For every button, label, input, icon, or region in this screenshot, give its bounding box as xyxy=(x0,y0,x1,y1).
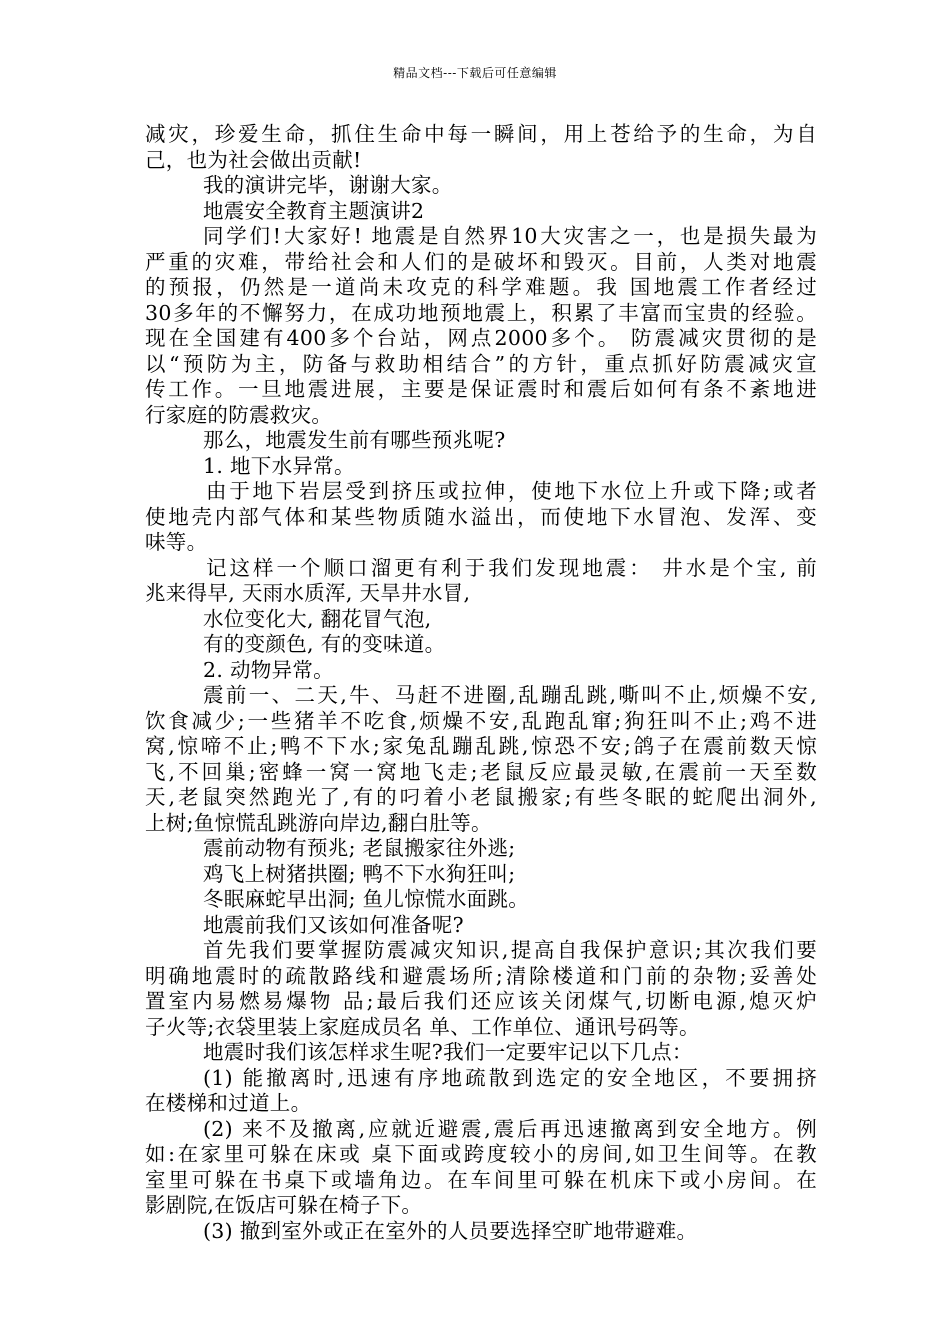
text-line: 严重的灾难，带给社会和人们的是破坏和毁灭。目前，人类对地震 xyxy=(145,249,817,274)
text-line: 影剧院,在饭店可躲在椅子下。 xyxy=(145,1193,423,1217)
text-line: 我的演讲完毕，谢谢大家。 xyxy=(203,173,453,197)
text-line: 明确地震时的疏散路线和避震场所;清除楼道和门前的杂物;妥善处 xyxy=(145,963,817,988)
text-line: (1) 能撤离时,迅速有序地疏散到选定的安全地区，不要拥挤 xyxy=(203,1065,817,1090)
text-line: 由于地下岩层受到挤压或拉伸，使地下水位上升或下降;或者 xyxy=(206,479,817,503)
text-line: 传工作。一旦地震进展，主要是保证震时和震后如何有条不紊地进 xyxy=(145,377,817,401)
text-line: (2) 来不及撤离,应就近避震,震后再迅速撤离到安全地方。例 xyxy=(203,1116,817,1141)
text-line: 窝,惊啼不止;鸭不下水;家兔乱蹦乱跳,惊恐不安;鸽子在震前数天惊 xyxy=(145,734,817,758)
text-line: 己，也为社会做出贡献! xyxy=(145,147,362,172)
text-line: 有的变颜色, 有的变味道。 xyxy=(203,632,446,656)
text-line: 味等。 xyxy=(145,530,208,554)
text-line: 如:在家里可躲在床或 桌下面或跨度较小的房间,如卫生间等。在教 xyxy=(145,1142,817,1166)
text-line: 天,老鼠突然跑光了,有的叼着小老鼠搬家;有些冬眠的蛇爬出洞外, xyxy=(145,785,817,809)
text-line: 饮食减少;一些猪羊不吃食,烦燥不安,乱跑乱窜;狗狂叫不止;鸡不进 xyxy=(145,708,817,733)
text-line: (3) 撤到室外或正在室外的人员要选择空旷地带避难。 xyxy=(203,1218,698,1243)
page-header-note: 精品文档---下载后可任意编辑 xyxy=(393,66,557,80)
text-line: 在楼梯和过道上。 xyxy=(145,1091,312,1115)
list-heading: 2. 动物异常。 xyxy=(203,657,334,682)
text-line: 以“预防为主，防备与救助相结合”的方针，重点抓好防震减灾宣 xyxy=(145,351,817,376)
text-line: 冬眠麻蛇早出洞; 鱼儿惊慌水面跳。 xyxy=(203,887,530,911)
text-line: 的预报，仍然是一道尚未攻克的科学难题。我 国地震工作者经过 xyxy=(145,275,817,299)
text-line: 震前一、二天,牛、马赶不进圈,乱蹦乱跳,嘶叫不止,烦燥不安, xyxy=(203,683,817,707)
text-line: 兆来得早, 天雨水质浑, 天旱井水冒, xyxy=(145,581,471,605)
text-line: 行家庭的防震救灾。 xyxy=(145,402,333,427)
text-line: 记这样一个顺口溜更有利于我们发现地震： 井水是个宝, 前 xyxy=(206,555,817,580)
text-line: 地震时我们该怎样求生呢?我们一定要牢记以下几点： xyxy=(203,1040,693,1064)
text-line: 30多年的不懈努力，在成功地预地震上，积累了丰富而宝贵的经验。 xyxy=(145,300,817,325)
text-line: 现在全国建有400多个台站，网点2000多个。 防震减灾贯彻的是 xyxy=(145,326,817,350)
list-heading: 1. 地下水异常。 xyxy=(203,453,355,478)
section-title: 地震安全教育主题演讲2 xyxy=(203,198,425,223)
text-line: 震前动物有预兆; 老鼠搬家往外逃; xyxy=(203,836,516,860)
text-line: 减灾，珍爱生命，抓住生命中每一瞬间，用上苍给予的生命，为自 xyxy=(145,122,817,146)
document-body xyxy=(145,122,817,1244)
text-line: 首先我们要掌握防震减灾知识,提高自我保护意识;其次我们要 xyxy=(203,938,817,962)
text-line: 置室内易燃易爆物 品;最后我们还应该关闭煤气,切断电源,熄灭炉 xyxy=(145,989,817,1013)
text-line: 子火等;衣袋里装上家庭成员名 单、工作单位、通讯号码等。 xyxy=(145,1014,700,1039)
text-line: 同学们!大家好! 地震是自然界10大灾害之一，也是损失最为 xyxy=(203,224,817,248)
text-line: 上树;鱼惊慌乱跳游向岸边,翻白肚等。 xyxy=(145,810,492,835)
text-line: 水位变化大, 翻花冒气泡, xyxy=(203,606,432,631)
text-line: 地震前我们又该如何准备呢? xyxy=(203,912,464,937)
text-line: 使地壳内部气体和某些物质随水溢出，而使地下水冒泡、发浑、变 xyxy=(145,504,817,529)
text-line: 室里可躲在书桌下或墙角边。在车间里可躲在机床下或小房间。在 xyxy=(145,1167,817,1192)
text-line: 那么，地震发生前有哪些预兆呢? xyxy=(203,428,506,452)
text-line: 飞,不回巢;密蜂一窝一窝地飞走;老鼠反应最灵敏,在震前一天至数 xyxy=(145,759,817,784)
text-line: 鸡飞上树猪拱圈; 鸭不下水狗狂叫; xyxy=(203,861,516,886)
